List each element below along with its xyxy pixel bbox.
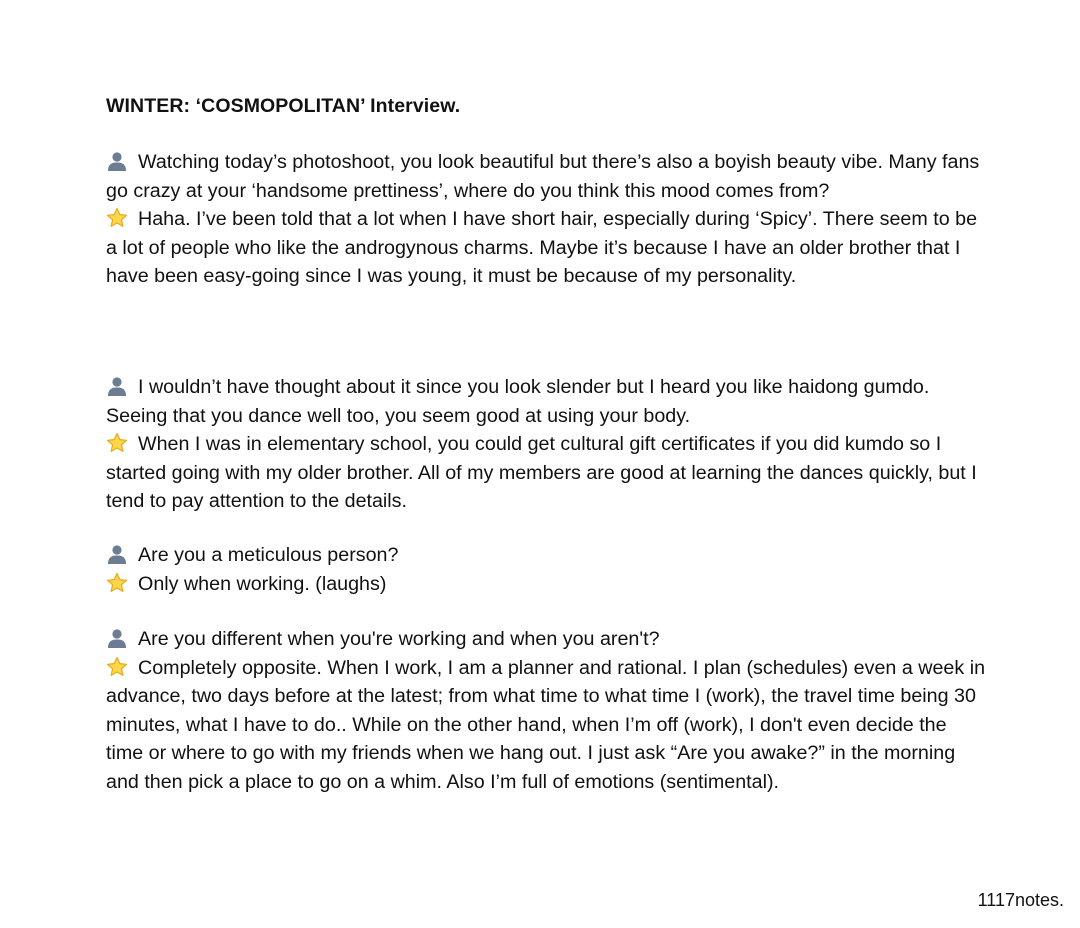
- star-icon: [106, 432, 128, 454]
- page-title: WINTER: ‘COSMOPOLITAN’ Interview.: [106, 95, 461, 117]
- answer-text: Completely opposite. When I work, I am a planner and rational. I plan (schedules) even a week in advance, two days before at the latest; from what time to what time I (work), the travel time being 30 minutes, what I have to do.. While on the other hand, when I’m off (work), I don't even decide the time or where to go with my friends when we hang out. I just ask “Are you awake?” in the morning and then pick a place to go on a whim. Also I’m full of emotions (sentimental).: [106, 656, 986, 793]
- answer-text: Haha. I’ve been told that a lot when I have short hair, especially during ‘Spicy’. There seem to be a lot of people who like the androgynous charms. Maybe it’s because I have an older brother that I have been easy-going since I was young, it must be because of my personality.: [106, 208, 978, 287]
- qa-block: [106, 373, 986, 516]
- question-text: Watching today’s photoshoot, you look beautiful but there’s also a boyish beauty vibe. Many fans go crazy at your ‘handsome prettiness’, where do you think this mood comes from?: [106, 151, 980, 202]
- answer-text: When I was in elementary school, you could get cultural gift certificates if you did kumdo so I started going with my older brother. All of my members are good at learning the dances quickly, but I tend to pay attention to the details.: [106, 433, 977, 512]
- answer-paragraph: [106, 205, 986, 291]
- answer-paragraph: [106, 570, 986, 599]
- question-text: I wouldn’t have thought about it since you look slender but I heard you like haidong gumdo. Seeing that you dance well too, you seem good at using your body.: [106, 376, 930, 427]
- footer-watermark: 1117notes.: [977, 890, 1064, 910]
- answer-paragraph: [106, 654, 986, 797]
- answer-paragraph: [106, 430, 986, 516]
- qa-block: [106, 148, 986, 291]
- question-text: Are you different when you're working and when you aren't?: [138, 628, 660, 650]
- question-paragraph: [106, 373, 986, 430]
- star-icon: [106, 656, 128, 678]
- person-silhouette-icon: [106, 375, 128, 397]
- question-paragraph: [106, 148, 986, 205]
- qa-block: [106, 541, 986, 598]
- star-icon: [106, 572, 128, 594]
- question-paragraph: [106, 541, 986, 570]
- question-paragraph: [106, 625, 986, 654]
- star-icon: [106, 207, 128, 229]
- person-silhouette-icon: [106, 543, 128, 565]
- person-silhouette-icon: [106, 627, 128, 649]
- question-text: Are you a meticulous person?: [138, 544, 399, 566]
- person-silhouette-icon: [106, 150, 128, 172]
- qa-block: [106, 625, 986, 796]
- answer-text: Only when working. (laughs): [138, 572, 387, 595]
